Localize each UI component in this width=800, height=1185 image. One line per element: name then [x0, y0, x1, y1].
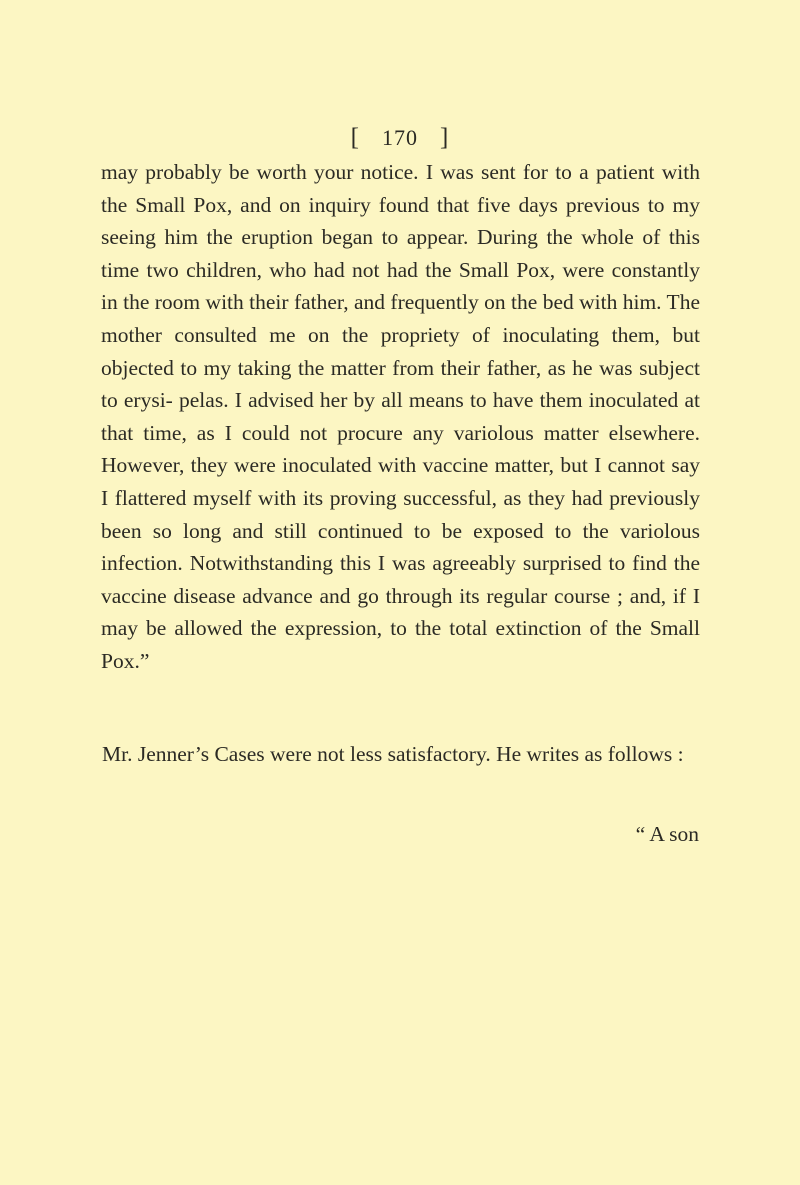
- header-open-bracket: [: [350, 124, 360, 151]
- page-number: 170: [382, 125, 418, 150]
- catchword: “ A son: [635, 822, 699, 846]
- header-close-bracket: ]: [440, 124, 450, 151]
- body-paragraph-1: may probably be worth your notice. I was sent for to a patient with the Small Pox, and on inquiry found that five days previous to my seeing him the eruption began to appear. During the whole of this time two children, who had not had the Small Pox, were constantly in the room with their father, and frequently on the bed with him. The mother consulted me on the propriety of inoculating them, but objected to my taking the matter from their father, as he was subject to erysi- pelas. I advised her by all means to have them inoculated at that time, as I could not procure any variolous matter elsewhere. However, they were inoculated with vaccine matter, but I cannot say I flattered myself with its proving successful, as they had previously been so long and still continued to be exposed to the variolous infection. Notwithstanding this I was agreeably surprised to find the vaccine disease advance and go through its regular course ; and, if I may be allowed the expression, to the total extinction of the Small Pox.”: [101, 160, 700, 673]
- body-paragraph-2: Mr. Jenner’s Cases were not less satisfactory. He writes as follows :: [102, 742, 684, 766]
- page-header: [0, 123, 800, 153]
